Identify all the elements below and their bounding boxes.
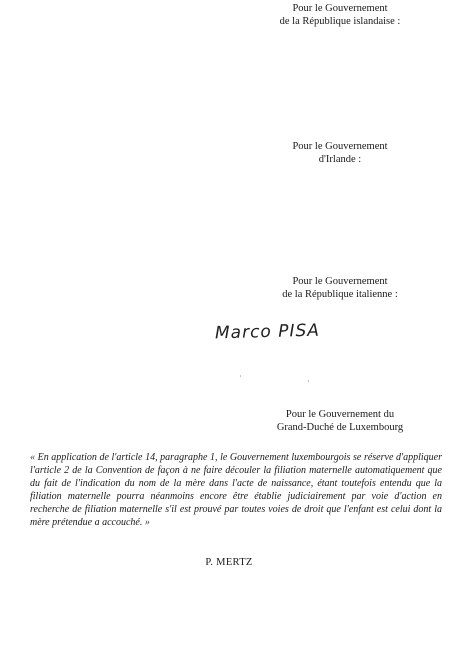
block-heading: Pour le Gouvernement du [285, 409, 395, 420]
signature-block-luxembourg [255, 408, 425, 434]
signature-block-ireland [255, 140, 425, 166]
block-country: de la République islandaise : [279, 16, 401, 27]
stray-mark: · [239, 372, 242, 381]
signature-block-iceland [255, 2, 425, 28]
block-country: de la République italienne : [282, 289, 398, 300]
block-country: Grand-Duché de Luxembourg [276, 422, 404, 433]
luxembourg-reservation-text: « En application de l'article 14, paragraphe 1, le Gouvernement luxembourgois se réserve d'appliquer l'article 2 de la Convention de façon à ne faire découler la filiation maternelle automatiquement que du fait de l'indication du nom de la mère dans l'acte de naissance, étant toutefois entendu que la filiation maternelle pourra néanmoins encore être établie judiciairement par voie d'action en recherche de filiation maternelle s'il est prouvé par toutes voies de droit que l'enfant est celui dont la mère prétendue a accouché. » [30, 452, 442, 528]
stray-mark: · [307, 377, 310, 386]
block-country: d'Irlande : [318, 154, 362, 165]
block-heading: Pour le Gouvernement [292, 3, 388, 14]
block-heading: Pour le Gouvernement [292, 276, 388, 287]
signer-name: P. MERTZ [205, 557, 253, 568]
handwritten-signature-italy: Marco PISA [214, 320, 321, 344]
signature-block-italy [255, 275, 425, 301]
block-heading: Pour le Gouvernement [292, 141, 388, 152]
